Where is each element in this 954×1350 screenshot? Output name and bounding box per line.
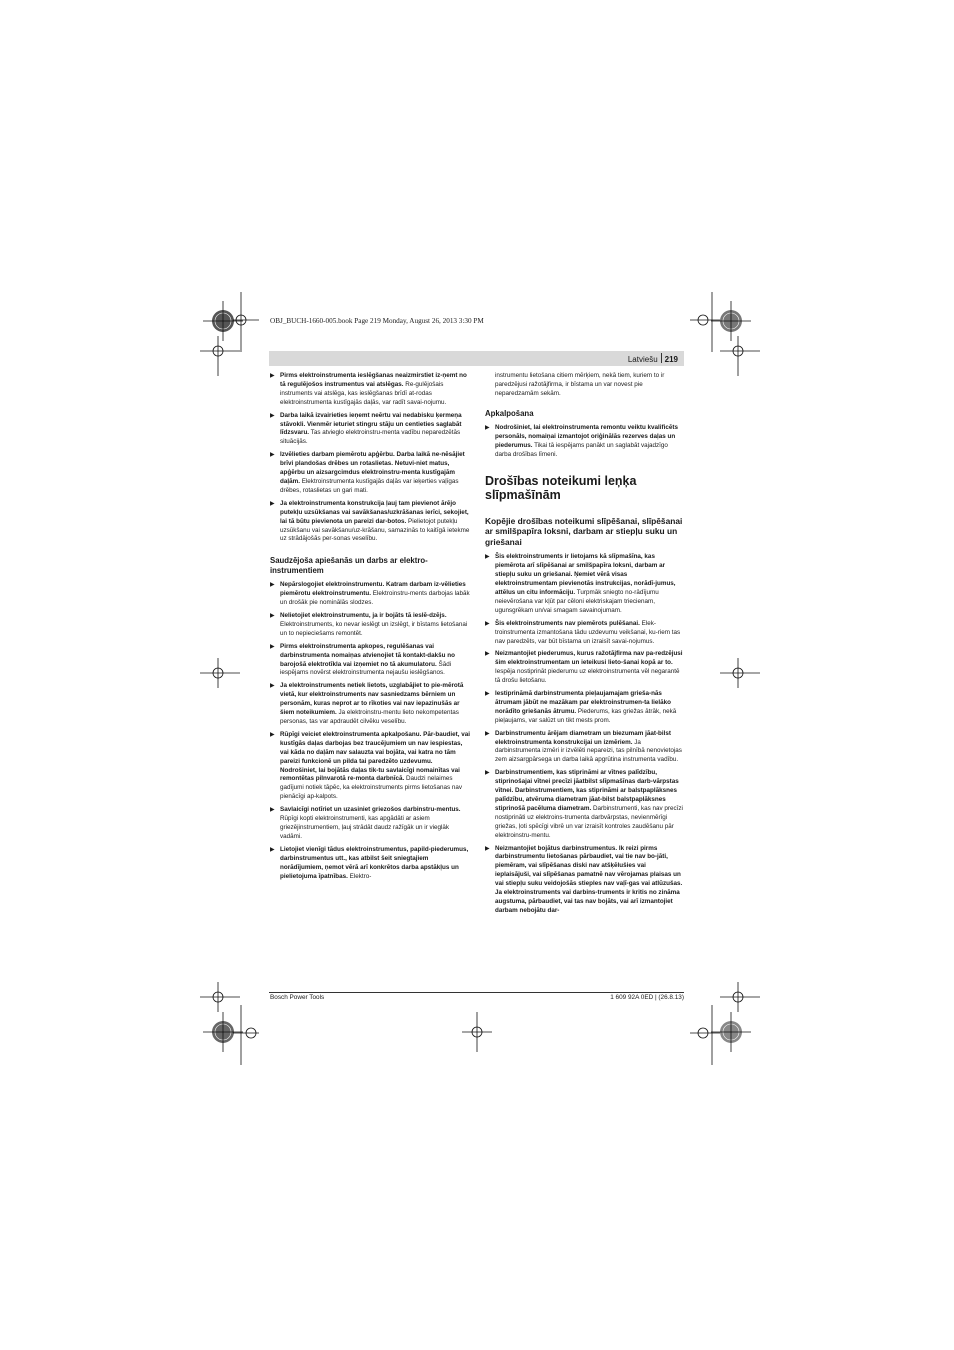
list-item: [485, 769, 683, 840]
item-text: Iespēja nostiprināt piederumu uz elektroinstrumenta vēl negarantē tā drošu lietošanu.: [495, 668, 680, 685]
item-bold-text: Pirms elektroinstrumenta apkopes, regulēšanas vai darbinstrumenta nomaiņas atvienojiet tā kontakt-dakšu no barojošā elektrotīkla vai izņemiet no tā akumulatoru.: [280, 642, 455, 668]
list-item: [270, 806, 470, 842]
continued-paragraph: instrumentu lietošana citiem mērķiem, nekā tiem, kuriem to ir paredzējusi ražotājfirma, ir bīstama un var novest pie neparedzamām sekām.: [495, 372, 665, 397]
bullet-triangle-icon: ▶: [485, 730, 490, 737]
footer-brand: Bosch Power Tools: [270, 994, 325, 1001]
crosshair-mark-bottom-left-b: [233, 1005, 259, 1065]
item-bold-text: Nelietojiet elektroinstrumentu, ja ir bojāts tā ieslē-dzējs.: [280, 612, 447, 620]
item-bold-text: Neizmantojiet bojātus darbinstrumentus. Ik reizi pirms darbinstrumentu lietošanas pārbaudiet, vai tie nav bo-jāti, piemēram, vai slīpēšanas diski nav atšķēlušies vai ieplaisājuši, vai slīpēšanas pamatnē nav vērojamas plaisas un vai stiepļu suku veidojošās stieples nav vaļī-gas vai atlūzušas. Ja elektroinstruments vai darbins-truments ir kritis no zināma augstuma, pārbaudiet, vai tas nav bojāts, vai arī izmantojiet darbam nebojātu dar-: [495, 844, 683, 914]
item-text: Šādi iespējams novērst elektroinstrumenta nejaušu ieslēgšanos.: [280, 660, 452, 677]
list-item: [270, 500, 470, 545]
bullet-triangle-icon: ▶: [270, 731, 275, 738]
item-text: Daudzi nelaimes gadījumi notiek tāpēc, ka elektroinstruments pirms lietošanas nav pienācīgi ap-kalpots.: [280, 775, 462, 801]
item-bold-text: Darbinstrumentu ārējam diametram un biezumam jāat-bilst elektroinstrumenta konstrukcijai un izmēriem.: [495, 729, 672, 746]
file-header: OBJ_BUCH-1660-005.book Page 219 Monday, August 26, 2013 3:30 PM: [270, 317, 484, 325]
list-item: [485, 845, 683, 916]
item-text: Elektroinstruments, ko nevar ieslēgt un izslēgt, ir bīstams lietošanai un to nepieciešams remontēt.: [280, 620, 468, 637]
bullet-triangle-icon: ▶: [270, 846, 275, 853]
item-text: Turpmāk sniegto no-rādījumu neievērošana var kļūt par cēloni elektriskajam triecienam, ugunsgrēkam un/vai smagam savainojumam.: [495, 588, 659, 614]
item-bold-text: Nepārslogojiet elektroinstrumentu. Katram darbam iz-vēlieties piemērotu elektroinstrumentu.: [280, 581, 466, 598]
page-header-label: [628, 353, 678, 364]
list-item: [485, 650, 683, 686]
bullet-triangle-icon: ▶: [270, 643, 275, 650]
footer-rule: [269, 992, 684, 993]
item-bold-text: Ja elektroinstruments netiek lietots, uzglabājiet to pie-mērotā vietā, kur elektroinstruments nav sasniedzams bērniem un personām, kuras neprot ar to rīkoties vai nav iepazinušās ar šiem noteikumiem.: [280, 682, 464, 717]
item-bold-text: Šis elektroinstruments ir lietojams kā slīpmašīna, kas piemērota arī slīpēšanai ar smilšpapīra loksni, darbam ar stiepļu suku un griešanai. Ņemiet vērā visas elektroinstrumentam pievienotās instrukcijas, norādī-jumus, attēlus un citu informāciju.: [495, 553, 676, 596]
item-text: Ja elektroinstru-mentu lieto nekompetentas personas, tas var apdraudēt cilvēku veselību.: [280, 709, 459, 725]
bullet-triangle-icon: ▶: [270, 582, 275, 589]
sub-heading: Kopējie drošības noteikumi slīpēšanai, slīpēšanai ar smilšpapīra loksni, darbam ar stiepļu suku un griešanai: [485, 515, 683, 547]
right-list-2: [485, 553, 683, 915]
bullet-triangle-icon: ▶: [485, 845, 490, 852]
bullet-triangle-icon: ▶: [485, 770, 490, 777]
item-bold-text: Šis elektroinstruments nav piemērots pulēšanai.: [495, 619, 640, 627]
list-item: [270, 451, 470, 496]
bullet-triangle-icon: ▶: [485, 651, 490, 658]
item-text: Ja darbinstrumenta izmēri ir izvēlēti nepareizi, tas pilnībā nenovietojas zem aizsargpārsega un darba laikā apgrūtina instrumenta vadību.: [495, 738, 682, 764]
item-text: Elek-troinstrumenta izmantošana tādu uzdevumu veikšanai, ku-riem tas nav paredzēts, var būt bīstama un izraisīt savai-nojumus.: [495, 619, 681, 645]
item-text: Rūpīgi kopti elektroinstrumenti, kas apgādāti ar asiem griezējinstrumentiem, ļauj strādāt daudz ražīgāk un ir vieglāk vadāmi.: [280, 815, 450, 840]
item-text: Tikai tā iespējams panākt un saglabāt vajadzīgo darba drošības līmeni.: [495, 442, 668, 458]
list-item: [485, 424, 683, 460]
list-item: [270, 682, 470, 727]
crosshair-mark-top-right-b: [720, 336, 760, 376]
item-bold-text: Darbinstrumentiem, kas stiprināmi ar vītnes palīdzību, stiprinošajai vītnei precīzi jāatbilst slīpmašīnas darb-vārpstas vītnei. Darbinstrumentiem, kas stiprināmi ar balstpaplāksnes palīdzību, atvēruma diametram jāat-bilst balstpaplāksnes stiprinošā pacēluma diametram.: [495, 769, 679, 812]
section-name: Latviešu: [627, 355, 658, 364]
bullet-triangle-icon: ▶: [270, 613, 275, 620]
list-item: [270, 372, 470, 408]
item-text: Elektro-: [347, 872, 372, 880]
left-section-heading: Saudzējoša apiešanās un darbs ar elektro-instrumentiem: [270, 556, 428, 575]
left-column: [270, 372, 470, 885]
item-text: Darbinstrumenti, kas nav precīzi nostiprināti uz elektroins-trumenta darbvārpstas, nevienmērīgi griežas, ļoti spēcīgi vibrē un var izraisīt kontroles zaudēšanu pār elektroinstru-mentu.: [495, 804, 683, 839]
item-bold-text: Rūpīgi veiciet elektroinstrumenta apkalpošanu. Pār-baudiet, vai kustīgās daļas darbojas bez traucējumiem un nav iespiestas, vai kāda no daļām nav salauzta vai bojāta, vai katra no tām pareizi funkcionē un pilda tai paredzēto uzdevumu. Nodrošiniet, lai bojātās daļas tik-tu savlaicīgi nomainītas vai remontētas pilnvarotā re-monta darbnīcā.: [280, 730, 471, 783]
bullet-triangle-icon: ▶: [485, 554, 490, 561]
bullet-triangle-icon: ▶: [485, 425, 490, 432]
bullet-triangle-icon: ▶: [270, 373, 275, 379]
bullet-triangle-icon: ▶: [270, 500, 275, 507]
right-column: [485, 372, 683, 920]
item-bold-text: Izvēlieties darbam piemērotu apģērbu. Darba laikā ne-nēsājiet brīvi plandošas drēbes un rotaslietas. Netuvi-niet matus, apģērbu un aizsargcimdus elektroinstru-menta kustīgajām daļām.: [280, 451, 465, 485]
item-bold-text: Nodrošiniet, lai elektroinstrumenta remontu veiktu kvalificēts personāls, nomaiņai izmantojot oriģinālās rezerves daļas un piederumus.: [495, 424, 679, 450]
list-item: [270, 612, 470, 639]
item-bold-text: Lietojiet vienīgi tādus elektroinstrumentus, papild-piederumus, darbinstrumentus utt., kas atbilst šeit sniegtajiem norādījumiem, ņemot vērā arī konkrētos darba apstākļus un pielietojuma īpatnības.: [280, 845, 469, 880]
crosshair-mark-bottom-right-a: [720, 982, 760, 1012]
item-bold-text: Darba laikā izvairieties ieņemt neērtu vai nedabisku ķermeņa stāvokli. Vienmēr ieturiet stingru stāju un centieties saglabāt līdzsvaru.: [280, 411, 462, 437]
item-text: Elektroinstru-ments darbojas labāk un drošāk pie nominālās slodzes.: [280, 590, 470, 607]
right-list-1: [485, 424, 683, 460]
footer-code: 1 609 92A 0ED | (26.8.13): [610, 994, 684, 1001]
item-text: Piederums, kas griežas ātrāk, nekā pieļaujams, var salūzt un tikt mests prom.: [495, 707, 677, 724]
list-item: [270, 846, 470, 882]
item-text: Pielietojot putekļu uzsūkšanu vai savākšanu/uz-krāšanu, samazinās to kaitīgā ietekme uz strādājošās per-sonas veselību.: [280, 517, 470, 543]
bullet-triangle-icon: ▶: [270, 807, 275, 814]
list-item: [485, 620, 683, 647]
bullet-triangle-icon: ▶: [485, 691, 490, 698]
left-list-2: [270, 581, 470, 881]
bullet-triangle-icon: ▶: [270, 412, 275, 419]
list-item: [270, 731, 470, 802]
item-text: Tas atvieglo elektroinstru-menta vadību neparedzētās situācijās.: [280, 429, 461, 446]
list-item: [485, 553, 683, 615]
item-text: Re-gulējošais instruments vai atslēga, kas ieslēgšanas brīdī at-rodas elektroinstrumenta kustīgajās daļās, var radīt savai-nojumu.: [280, 380, 447, 406]
item-bold-text: Ja elektroinstrumenta konstrukcija ļauj tam pievienot ārējo putekļu uzsūkšanas vai savākšanas/uzkrāšanas ierīci, sekojiet, lai tā būtu pievienota un pareizi dar-botos.: [280, 499, 469, 525]
bullet-triangle-icon: ▶: [270, 452, 275, 459]
crosshair-mark-top-left-b: [200, 336, 240, 376]
list-item: [485, 730, 683, 766]
item-bold-text: Pirms elektroinstrumenta ieslēgšanas neaizmirstiet iz-ņemt no tā regulējošos instrumentus vai atslēgas.: [280, 372, 467, 388]
item-bold-text: Neizmantojiet piederumus, kurus ražotājfirma nav pa-redzējusi šim elektroinstrumentam un ieteikusi lieto-šanai kopā ar to.: [495, 650, 683, 667]
left-list-1: [270, 372, 470, 544]
crosshair-mark-mid-left: [200, 658, 240, 688]
crosshair-mark-bottom-center: [462, 1012, 492, 1052]
list-item: [485, 690, 683, 726]
crosshair-mark-bottom-right-b: [690, 1005, 720, 1065]
main-heading: Drošības noteikumi leņķa slīpmašīnām: [485, 473, 637, 502]
crosshair-mark-mid-right: [720, 658, 760, 688]
page-number: 219: [664, 355, 678, 364]
bullet-triangle-icon: ▶: [485, 620, 490, 627]
item-bold-text: Savlaicīgi notīriet un uzasiniet griezošos darbinstru-mentus.: [280, 806, 461, 814]
service-heading: Apkalpošana: [485, 408, 534, 418]
list-item: [270, 412, 470, 448]
bullet-triangle-icon: ▶: [270, 683, 275, 690]
item-text: Elektroinstrumenta kustīgajās daļās var ieķerties vaļīgas drēbes, rotaslietas un gari mati.: [280, 477, 459, 494]
crosshair-mark-top-right-a: [690, 292, 720, 352]
header-separator: [661, 353, 662, 363]
page-header-bar: [269, 351, 684, 366]
item-bold-text: Iestiprināmā darbinstrumenta pieļaujamajam grieša-nās ātrumam jābūt ne mazākam par elektroinstrumen-ta lielāko norādīto griešanās ātrumu.: [495, 690, 672, 715]
list-item: [270, 643, 470, 679]
list-item: [270, 581, 470, 608]
